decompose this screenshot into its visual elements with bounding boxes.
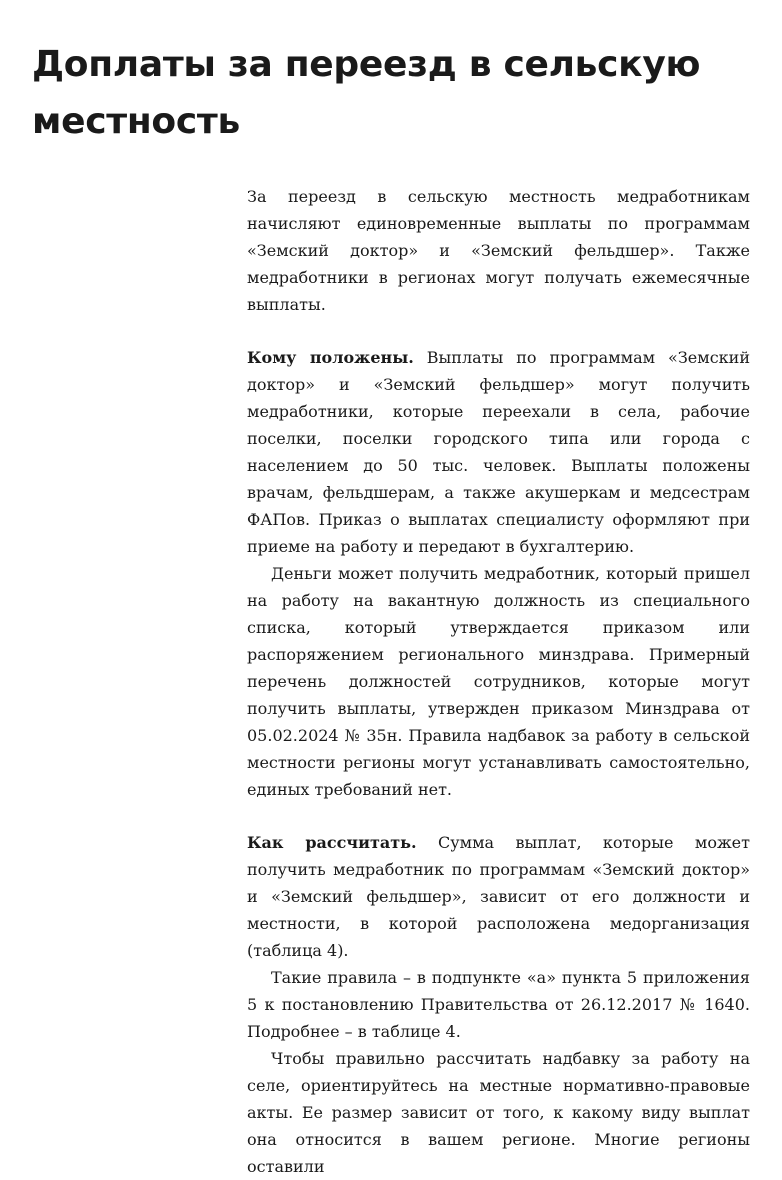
how-calculate-paragraph-2: Такие правила – в подпункте «а» пункта 5 приложения 5 к постановлению Правительства от 26.12.2017 № 1640. Подробнее – в таблице 4. [247, 968, 750, 1041]
intro-paragraph: За переезд в сельскую местность медработникам начисляют единовременные выплаты по программам «Земский доктор» и «Земский фельдшер». Также медработники в регионах могут получать ежемесячные выплаты. [247, 187, 750, 314]
how-calculate-paragraph [247, 829, 750, 964]
how-calculate-paragraph-3: Чтобы правильно рассчитать надбавку за работу на селе, ориентируйтесь на местные нормативно-правовые акты. Ее размер зависит от того, к какому виду выплат она относится в вашем регионе. Многие регионы оставили [247, 1049, 750, 1176]
article-body [247, 183, 750, 1180]
who-eligible-paragraph-2: Деньги может получить медработник, который пришел на работу на вакантную должность из специального списка, который утверждается приказом или распоряжением регионального минздрава. Примерный перечень должностей сотрудников, которые могут получить выплаты, утвержден приказом Минздрава от 05.02.2024 № 35н. Правила надбавок за работу в сельской местности регионы могут устанавливать самостоятельно, единых требований нет. [247, 564, 750, 799]
how-calculate-heading: Как рассчитать. [247, 833, 417, 852]
how-calculate-text: Сумма выплат, которые может получить медработник по программам «Земский доктор» и «Земский фельдшер», зависит от его должности и местности, в которой расположена медорганизация (таблица 4). [247, 833, 751, 960]
who-eligible-text: Выплаты по программам «Земский доктор» и «Земский фельдшер» могут получить медработники, которые переехали в села, рабочие поселки, поселки городского типа или города с населением до 50 тыс. человек. Выплаты положены врачам, фельдшерам, а также акушеркам и медсестрам ФАПов. Приказ о выплатах специалисту оформляют при приеме на работу и передают в бухгалтерию. [247, 348, 751, 556]
who-eligible-heading: Кому положены. [247, 348, 414, 367]
page-title: Доплаты за переезд в сельскую местность [32, 44, 701, 142]
who-eligible-paragraph [247, 344, 750, 560]
